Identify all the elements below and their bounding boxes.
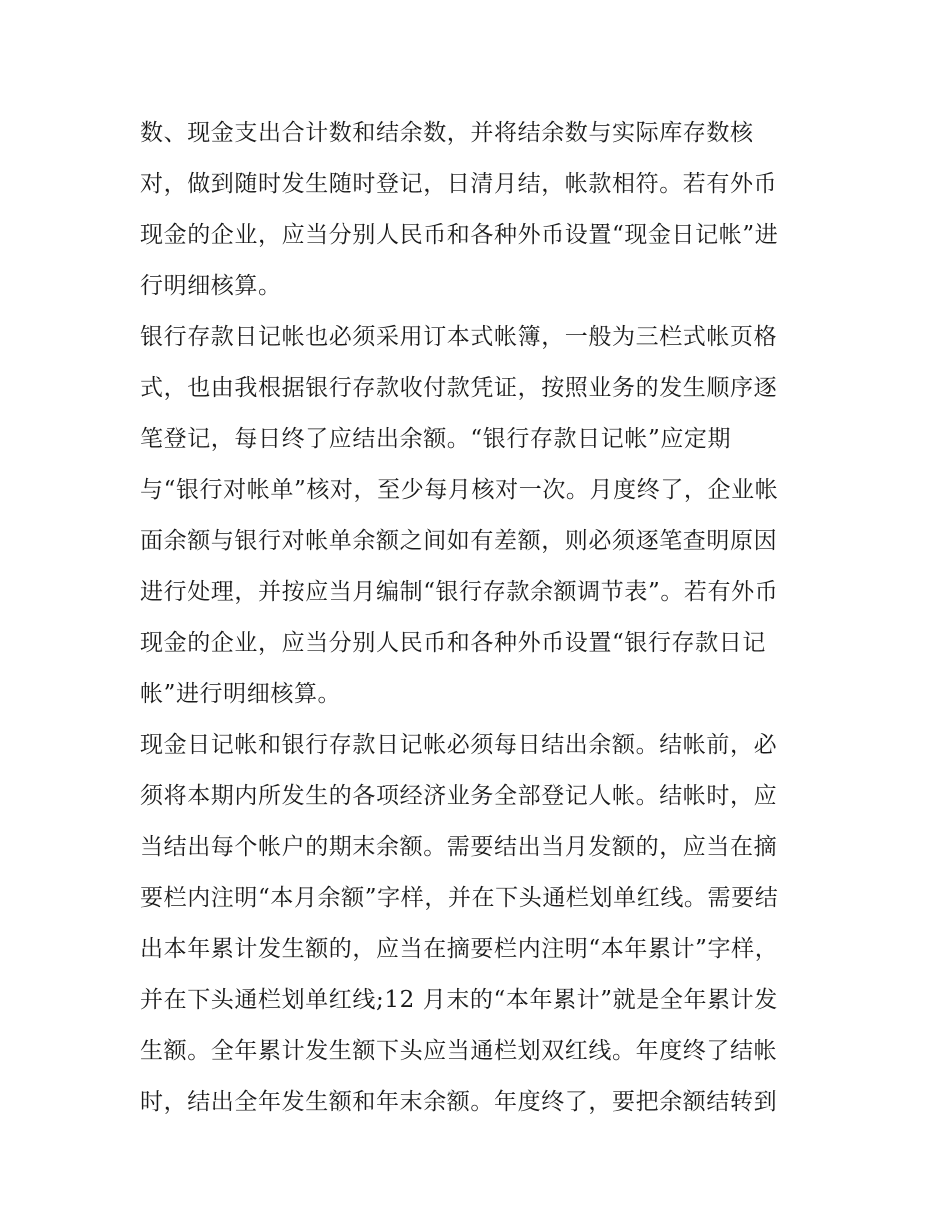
text-line: 数、现金支出合计数和结余数，并将结余数与实际库存数核 <box>140 120 754 146</box>
text-line: 出本年累计发生额的，应当在摘要栏内注明“本年累计”字样， <box>140 936 779 962</box>
text-line: 时，结出全年发生额和年末余额。年度终了，要把余额结转到 <box>140 1089 778 1115</box>
text-line: 行明细核算。 <box>140 273 282 299</box>
text-line: 面余额与银行对帐单余额之间如有差额，则必须逐笔查明原因 <box>140 528 778 554</box>
text-line: 式，也由我根据银行存款收付款凭证，按照业务的发生顺序逐 <box>140 375 778 401</box>
text-line: 现金的企业，应当分别人民币和各种外币设置“银行存款日记 <box>140 630 766 656</box>
text-line: 现金的企业，应当分别人民币和各种外币设置“现金日记帐”进 <box>140 222 779 248</box>
text-line: 与“银行对帐单”核对，至少每月核对一次。月度终了，企业帐 <box>140 477 779 503</box>
text-line: 并在下头通栏划单红线;12 月末的“本年累计”就是全年累计发 <box>140 987 778 1013</box>
text-line: 现金日记帐和银行存款日记帐必须每日结出余额。结帐前，必 <box>140 732 778 758</box>
text-line: 须将本期内所发生的各项经济业务全部登记人帐。结帐时，应 <box>140 783 778 809</box>
body-text <box>140 108 830 1128</box>
text-line: 银行存款日记帐也必须采用订本式帐簿，一般为三栏式帐页格 <box>140 324 778 350</box>
text-line: 帐”进行明细核算。 <box>140 681 342 707</box>
text-line: 对，做到随时发生随时登记，日清月结，帐款相符。若有外币 <box>140 171 778 197</box>
text-line: 当结出每个帐户的期末余额。需要结出当月发额的，应当在摘 <box>140 834 778 860</box>
text-line: 生额。全年累计发生额下头应当通栏划双红线。年度终了结帐 <box>140 1038 778 1064</box>
text-line: 进行处理，并按应当月编制“银行存款余额调节表”。若有外币 <box>140 579 779 605</box>
text-line: 要栏内注明“本月余额”字样，并在下头通栏划单红线。需要结 <box>140 885 779 911</box>
text-line: 笔登记，每日终了应结出余额。“银行存款日记帐”应定期 <box>140 426 732 452</box>
